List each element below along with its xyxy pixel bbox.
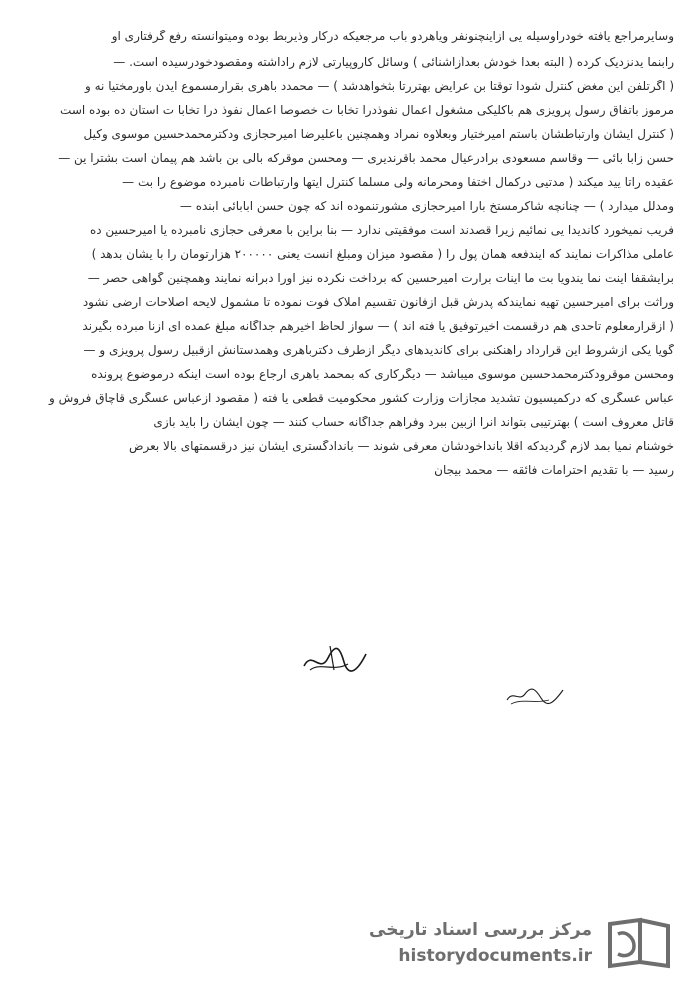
document-line: ومدلل میدارد ) — چنانچه شاکرمستخ بارا امیرحجازی مشورتنموده اند که چون حسن ابابائی ابنده — — [179, 200, 674, 213]
letter-body — [34, 30, 674, 479]
document-line: خوشنام نمیا بمد لازم گردیدکه اقلا بانداخودشان معرفی شوند — باندادگستری ایشان نیز درقسمتهای بالا بعرض — [128, 440, 674, 453]
document-line: قاتل معروف است ) بهترتیبی بتواند انرا ازبین ببرد وفراهم جداگانه حساب کنند — چون ایشان را باید بازی — [153, 416, 674, 429]
archive-url: historydocuments.ir — [398, 946, 592, 966]
document-line: مرموز باتفاق رسول پرویزی هم باکلیکی مشغول اعمال نفوذدرا تخابا ت خصوصا اعمال نفوذ درا تخابا ت استان ده بوده است — [60, 104, 674, 117]
document-line: عباس عسگری که درکمیسیون تشدید مجازات وزارت کشور محکومیت قطعی یا فته ( مقصود ازعباس عسگری قاچاق فروش و — [48, 392, 674, 405]
document-line: ( ازقرارمعلوم تاحدی هم درقسمت اخیرتوفیق یا فته اند ) — سواز لحاظ اخیرهم جداگانه مبلغ عمده ای ازنا مبرده بگیرند — [82, 320, 674, 333]
document-line: وراثت برای امیرحسین تهیه نمایندکه پدرش قبل ازفانون تقسیم املاک فوت نموده تا مشمول لایحه اصلاحات ارضی نشود — [82, 296, 674, 309]
document-line: وسایرمراجع یافته خودراوسیله یی ازاینچنونفر ویاهردو باب مرجعیکه درکار وذیربط بوده ومیتوانسته رفع گرفتاری او — [111, 30, 674, 43]
document-line: رابنما یدنزدیک کرده ( البته بعدا خودش بعداًزاشنائی ) وسائل کاروپیارتی لازم راداشته ومقصودخودرسیده است. — — [113, 56, 674, 69]
archive-logo-icon — [604, 916, 674, 970]
document-line: برایشقفا اینت نما یندویا بت ما اینات برارت امیرحسین که برداخت نکرده نیز اورا دبرانه نمایند وهمچنین گواهی حصر — — [87, 272, 674, 285]
archive-watermark — [369, 912, 682, 974]
archive-title: مرکز بررسی اسناد تاریخی — [369, 920, 592, 940]
handwritten-note — [505, 682, 565, 708]
document-line: عقیده راتا یید میکند ( مدتیی درکمال اختفا ومحرمانه ولی مسلما کنترل ایتها وارتباطات نامبرده موضوع را بت — — [122, 176, 674, 189]
document-line: حسن زابا بائی — وقاسم مسعودی برادرعیال محمد باقرندیری — ومحسن موقرکه بالی بن باشد هم پیمان است بشترا ین — — [58, 152, 674, 165]
document-line: عاملی مذاکرات نمایند که ایندفعه همان پول را ( مقصود میزان ومبلغ انست یعنی ۲۰۰۰۰۰ هزارتومان را با یشان بدهد ) — [91, 248, 674, 261]
document-line: فریب نمیخورد کاندیدا یی نمائیم زیرا قصدند است موفقیتی ندارد — بنا براین با معرفی حجازی نامبرده یا امیرحسین ده — [89, 224, 674, 237]
document-line: رسید — با تقدیم احترامات فائقه — محمد بیجان — [434, 464, 674, 477]
document-line: گویا یکی ازشروط این قرارداد راهنکنی برای کاندیدهای دیگر ازطرف دکترباهری وهمدستانش ازقبیل رسول پرویزی و — — [83, 344, 674, 357]
document-line: ومحسن موقرودکترمحمدحسین موسوی میباشد — دیگرکاری که بمحمد باهری ارجاع بوده است اینکه درموضوع پرونده — [91, 368, 674, 381]
signature-mark — [300, 640, 370, 680]
document-line: ( کنترل ایشان وارتباطشان باستم امیرختیار وبعلاوه نمراد وهمچنین باعلیرضا امیرحجازی ودکترمحمدحسین موسوی وکیل — [83, 128, 674, 141]
document-line: ( اگرتلفن این مغض کنترل شودا توقتا بن عرایض بهتررتا بثخواهدشد ) — محمدد باهری بقرارمسموع ایدن باورمختیا نه و — [85, 80, 674, 93]
